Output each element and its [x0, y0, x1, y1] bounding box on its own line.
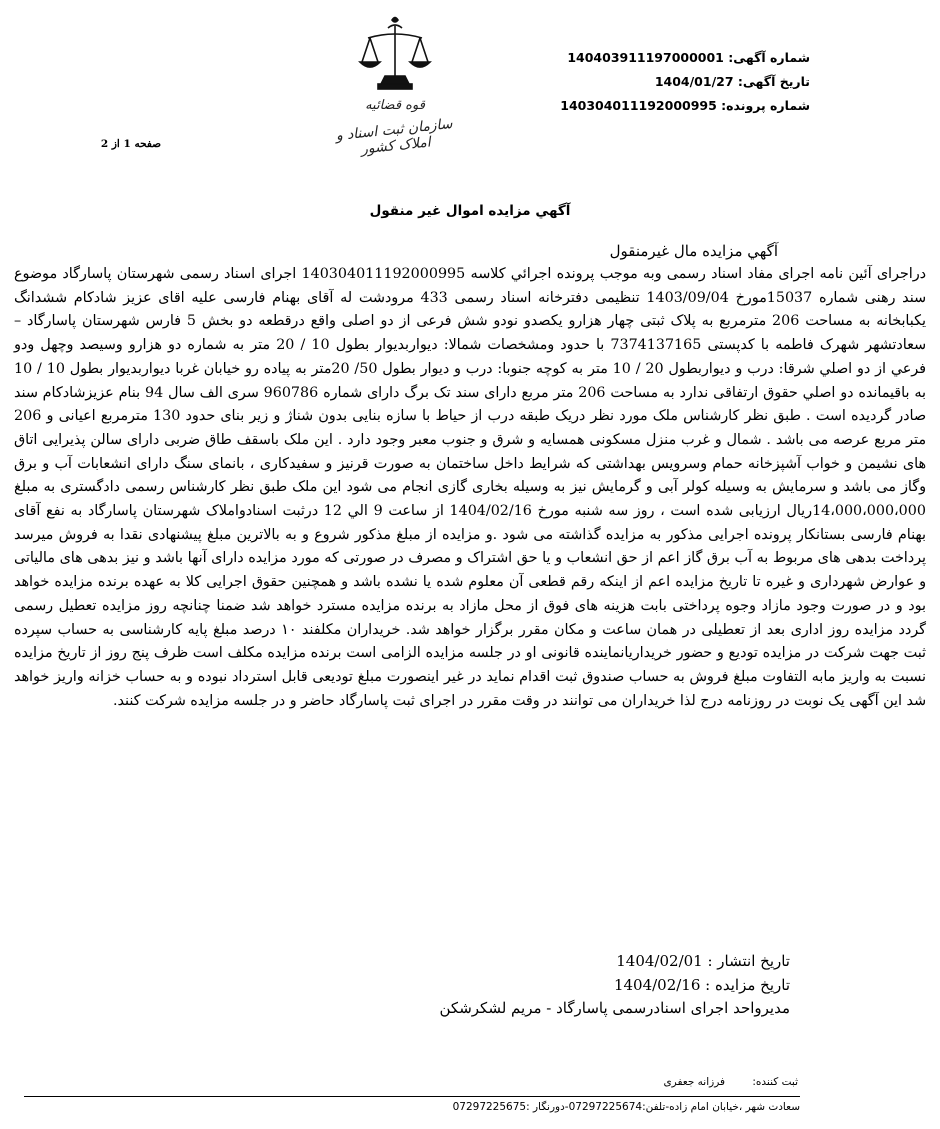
notice-date-row	[545, 70, 810, 94]
footer	[24, 1076, 800, 1113]
case-number: 140304011192000995	[560, 98, 717, 113]
notice-metadata	[545, 46, 810, 118]
logo-line-organization: سازمان ثبت اسناد و املاک کشور	[335, 115, 454, 158]
notice-number-label: شماره آگهی:	[728, 50, 810, 65]
case-number-row	[545, 94, 810, 118]
registrar-label: ثبت کننده:	[752, 1076, 798, 1088]
page-number: صفحه 1 از 2	[100, 138, 162, 150]
notice-date-label: تاریخ آگهی:	[737, 74, 810, 89]
notice-body	[14, 240, 926, 713]
notice-date: 1404/01/27	[654, 74, 734, 89]
signature-line: مدیرواحد اجرای اسنادرسمی پاسارگاد - مریم لشکرشکن	[439, 999, 790, 1017]
notice-number: 140403911197000001	[567, 50, 724, 65]
registrar-row	[24, 1076, 800, 1094]
registrar-name: فرزانه جعفری	[663, 1076, 726, 1088]
body-heading: آگهي مزايده مال غيرمنقول	[609, 242, 778, 260]
notice-closing	[400, 950, 790, 1021]
publish-date: تاریخ انتشار : 1404/02/01	[616, 952, 790, 970]
notice-number-row	[545, 46, 810, 70]
judiciary-logo	[330, 14, 460, 164]
scales-of-justice-icon	[330, 14, 460, 104]
document-title: آگهي مزايده اموال غير منقول	[369, 203, 571, 219]
case-number-label: شماره پرونده:	[721, 98, 810, 113]
footer-address: سعادت شهر ،خیابان امام زاده-تلفن:07297225674-دورنگار :07297225675	[452, 1101, 800, 1113]
footer-divider	[24, 1096, 800, 1097]
logo-line-judiciary: قوه قضائیه	[365, 98, 425, 113]
body-paragraph: دراجرای آئین نامه اجرای مفاد اسناد رسمی وبه موجب پرونده اجرائي کلاسه 140304011192000995 اجرای اسناد رسمی شهرستان پاسارگاد موضوع سند رهنی شماره 15037مورخ 1403/09/04 تنظیمی دفترخانه اسناد رسمی 433 مرودشت له آقای بهنام فارسی علیه اقای عزیز شادکام ششدانگ یکبابخانه به مساحت 206 مترمربع به پلاک ثبتی چهار هزارو یکصدو نودو شش فرعی از دو اصلی واقع درقطعه دو بخش 5 فارس شهرستان پاسارگاد – سعادتشهر شهرک فاطمه با کدپستی 7374137165 با حدود ومشخصات شمالا: دیواربدیوار بطول 10 / 20 متر به شماره دو هزارو وسیصد وچهل ودو فرعي از دو اصلي شرقا: درب و دیواربطول 20 / 10 متر به کوچه جنوبا: درب و دیوار بطول 50/ 20متر به پیاده رو خیابان غربا دیواربدیوار بطول 10 / 10 به باقیمانده دو اصلي حقوق ارتفاقی ندارد به مساحت 206 متر مربع دارای سند تک برگ دارای شماره 960786 سری الف سال 94 بنام عزیزشادکام سند صادر گردیده است . طبق نظر کارشناس ملک مورد نظر دریک طبقه درب از حیاط با سازه بنایی بدون شناژ و زیر بنای حدود 130 مترمربع اعیانی و 206 متر مربع عرصه می باشد . شمال و غرب منزل مسکونی همسایه و شرق و جنوب معبر وجود دارد . این ملک باسقف طاق ضربی دارای سالن پذیرایی اتاق های نشیمن و خواب آشپزخانه حمام وسرویس بهداشتی که شرایط داخل ساختمان به صورت قرنیز و سفیدکاری ، بانمای سنگ دارای انشعابات آب و برق وگاز می باشد و سرمایش به وسیله کولر آبی و گرمایش نیز به وسیله بخاری گازی انجام می شود این ملک طبق نظر کارشناس رسمی دادگستری به مبلغ 14،000،000،000ریال ارزیابی شده است ، روز سه شنبه مورخ 1404/02/16 از ساعت 9 الي 12 درثبت اسنادواملاک شهرستان پاسارگاد به نفع آقای بهنام فارسی بستانکار پرونده اجرایی مذکور به مزایده گذاشته می شود .و مزایده از مبلغ مذکور شروع و به بالاترین مبلغ پیشنهادی نقدا به فروش میرسد پرداخت بدهی های مربوط به آب برق گاز اعم از حق انشعاب و یا حق اشتراک و مصرف در صورتی که مورد مزایده دارای آنها باشد و نیز بدهی های مالیاتی و عوارض شهرداری و غیره تا تاریخ مزایده اعم از اینکه رقم قطعی آن معلوم شده یا نشده باشد و همچنین حقوق اجرایی کلا به عهده برنده مزایده خواهد بود و در صورت وجود مازاد وجوه پرداختی بابت هزینه های فوق از محل مازاد به برنده مزایده مسترد خواهد شد ضمنا چنانچه روز مزایده تعطیل رسمی گردد مزایده روز اداری بعد از تعطیلی در همان ساعت و مکان مقرر برگزار خواهد شد. خریداران مکلفند ۱۰ درصد مبلغ پایه کارشناسی به حساب سپرده ثبت جهت شرکت در مزایده تودیع و حضور خریداریانماینده قانونی او در جلسه مزایده الزامی است برنده مزایده مکلف است ظرف پنج روز از تاریخ مزایده نسبت به واریز مابه التفاوت مبلغ فروش به حساب صندوق ثبت اقدام نماید در غیر اینصورت مبلغ تودیعی قابل استرداد نبوده و به حساب خزانه واریز خواهد شد این آگهی یک نوبت در روزنامه درج لذا خریداران می توانند در وقت مقرر در اجرای ثبت پاسارگاد حاضر و در جلسه مزایده شرکت کنند.	[14, 266, 927, 709]
auction-date: تاریخ مزایده : 1404/02/16	[613, 975, 790, 994]
